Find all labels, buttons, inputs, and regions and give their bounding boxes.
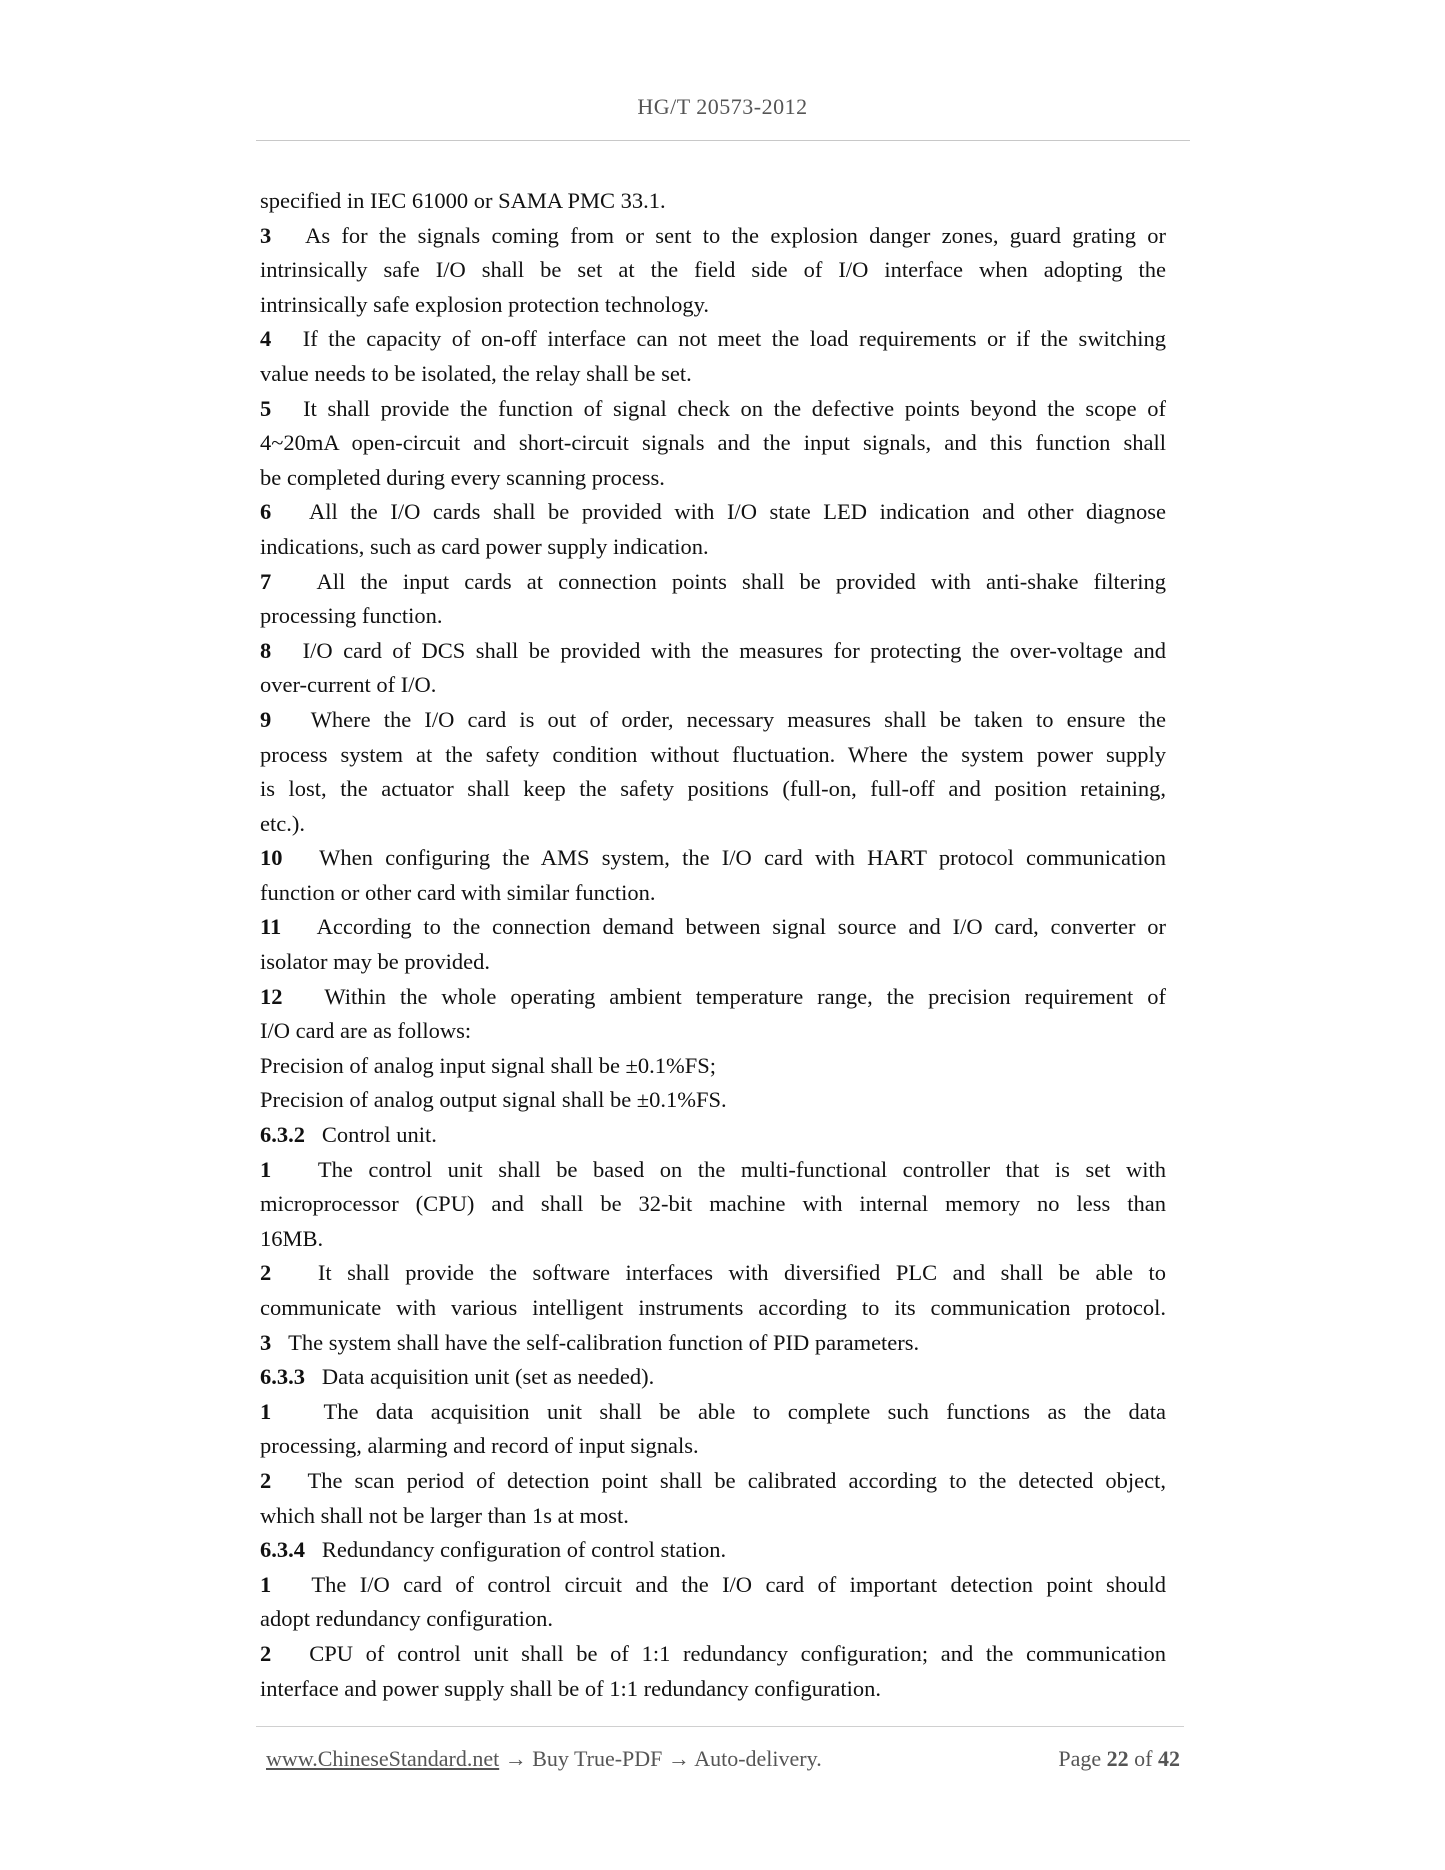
text-line: [260, 634, 1166, 669]
document-body: [260, 184, 1166, 1706]
text-line: [260, 703, 1166, 738]
line-text: Precision of analog input signal shall be ±0.1%FS;: [260, 1052, 717, 1078]
line-text: specified in IEC 61000 or SAMA PMC 33.1.: [260, 188, 666, 213]
clause-number: 12: [260, 983, 283, 1009]
text-line: [260, 1326, 1166, 1361]
text-line: [260, 1153, 1166, 1188]
line-text: The data acquisition unit shall be able to complete such functions as the data: [323, 1398, 1166, 1424]
line-text: which shall not be larger than 1s at most.: [260, 1502, 629, 1528]
text-line: [260, 1568, 1166, 1603]
line-text: It shall provide the software interfaces with diversified PLC and shall be able to: [317, 1260, 1166, 1286]
line-text: Where the I/O card is out of order, necessary measures shall be taken to ensure the: [310, 706, 1166, 732]
website-link[interactable]: www.ChineseStandard.net: [266, 1746, 500, 1771]
clause-number: 6.3.3: [260, 1364, 305, 1390]
line-text: The system shall have the self-calibration function of PID parameters.: [288, 1329, 920, 1355]
line-text: isolator may be provided.: [260, 949, 490, 975]
text-line: [260, 1602, 1166, 1637]
line-text: Data acquisition unit (set as needed).: [321, 1364, 655, 1390]
line-text: etc.).: [260, 810, 305, 836]
page-footer: [266, 1744, 1180, 1774]
line-text: CPU of control unit shall be of 1:1 redundancy configuration; and the communication: [309, 1640, 1166, 1666]
clause-number: 2: [260, 1260, 272, 1286]
line-text: The control unit shall be based on the multi-functional controller that is set with: [317, 1156, 1166, 1182]
text-line: [260, 219, 1166, 254]
text-line: [260, 1637, 1166, 1672]
clause-number: 4: [260, 326, 272, 352]
line-text: communicate with various intelligent instruments according to its communication protocol.: [260, 1295, 1166, 1320]
line-text: intrinsically safe explosion protection technology.: [260, 291, 710, 317]
text-line: [260, 1083, 1166, 1118]
clause-number: 3: [260, 222, 272, 248]
text-line: [260, 1291, 1166, 1326]
line-text: Precision of analog output signal shall be ±0.1%FS.: [260, 1087, 727, 1113]
text-line: [260, 565, 1166, 600]
clause-number: 6.3.2: [260, 1122, 305, 1148]
line-text: microprocessor (CPU) and shall be 32-bit machine with internal memory no less than: [260, 1191, 1166, 1217]
text-line: [260, 772, 1166, 807]
clause-number: 9: [260, 706, 272, 732]
text-line: [260, 1429, 1166, 1464]
text-line: [260, 461, 1166, 496]
clause-number: 5: [260, 395, 272, 421]
text-line: [260, 288, 1166, 323]
text-line: [260, 1187, 1166, 1222]
text-line: [260, 1118, 1166, 1153]
clause-number: 1: [260, 1571, 272, 1597]
text-line: [260, 1222, 1166, 1257]
text-line: [260, 357, 1166, 392]
line-text: is lost, the actuator shall keep the safety positions (full-on, full-off and position retaining,: [260, 776, 1166, 802]
clause-number: 2: [260, 1640, 272, 1666]
text-line: [260, 1464, 1166, 1499]
clause-number: 11: [260, 914, 282, 940]
page-header: [0, 94, 1445, 120]
text-line: [260, 495, 1166, 530]
text-line: [260, 426, 1166, 461]
line-text: I/O card of DCS shall be provided with the measures for protecting the over-voltage and: [302, 637, 1166, 663]
line-text: intrinsically safe I/O shall be set at the field side of I/O interface when adopting the: [260, 257, 1166, 283]
buy-pdf-text: Buy True-PDF: [532, 1746, 663, 1771]
text-line: [260, 253, 1166, 288]
text-line: [260, 668, 1166, 703]
text-line: [260, 1672, 1166, 1707]
text-line: [260, 738, 1166, 773]
text-line: [260, 1360, 1166, 1395]
line-text: Redundancy configuration of control station.: [321, 1537, 727, 1563]
line-text: function or other card with similar function.: [260, 879, 656, 905]
line-text: The scan period of detection point shall be calibrated according to the detected object,: [307, 1467, 1166, 1493]
text-line: [260, 322, 1166, 357]
total-pages: 42: [1158, 1746, 1180, 1771]
line-text: All the input cards at connection points shall be provided with anti-shake filtering: [316, 568, 1166, 594]
clause-number: 8: [260, 637, 272, 663]
line-text: 16MB.: [260, 1225, 324, 1251]
auto-delivery-text: Auto-delivery.: [694, 1746, 822, 1771]
line-text: indications, such as card power supply indication.: [260, 533, 709, 559]
line-text: Control unit.: [321, 1122, 437, 1148]
text-line: [260, 910, 1166, 945]
line-text: processing function.: [260, 603, 443, 629]
line-text: I/O card are as follows:: [260, 1018, 472, 1044]
clause-number: 10: [260, 845, 283, 871]
text-line: [260, 945, 1166, 980]
clause-number: 2: [260, 1467, 272, 1493]
clause-number: 1: [260, 1156, 272, 1182]
line-text: process system at the safety condition without fluctuation. Where the system power supply: [260, 741, 1166, 767]
line-text: As for the signals coming from or sent to the explosion danger zones, guard grating or: [305, 222, 1166, 248]
text-line: [260, 392, 1166, 427]
text-line: [260, 807, 1166, 842]
clause-number: 6.3.4: [260, 1537, 305, 1563]
footer-links: [266, 1744, 822, 1774]
line-text: Within the whole operating ambient temperature range, the precision requirement of: [324, 983, 1166, 1009]
text-line: [260, 1256, 1166, 1291]
line-text: value needs to be isolated, the relay shall be set.: [260, 360, 692, 386]
line-text: adopt redundancy configuration.: [260, 1606, 554, 1632]
text-line: [260, 1049, 1166, 1084]
arrow-right-icon: →: [667, 1746, 690, 1771]
text-line: [260, 980, 1166, 1015]
line-text: It shall provide the function of signal check on the defective points beyond the scope of: [303, 395, 1166, 421]
line-text: All the I/O cards shall be provided with I/O state LED indication and other diagnose: [308, 499, 1166, 525]
line-text: be completed during every scanning process.: [260, 464, 665, 490]
current-page: 22: [1106, 1746, 1129, 1771]
text-line: [260, 184, 1166, 219]
clause-number: 3: [260, 1329, 272, 1355]
header-divider: [256, 140, 1190, 141]
line-text: interface and power supply shall be of 1:1 redundancy configuration.: [260, 1675, 882, 1701]
clause-number: 1: [260, 1398, 272, 1424]
line-text: When configuring the AMS system, the I/O card with HART protocol communication: [319, 845, 1166, 871]
standard-code: HG/T 20573-2012: [637, 94, 808, 119]
line-text: processing, alarming and record of input signals.: [260, 1433, 699, 1459]
line-text: 4~20mA open-circuit and short-circuit signals and the input signals, and this function shall: [260, 430, 1166, 456]
text-line: [260, 876, 1166, 911]
clause-number: 6: [260, 499, 272, 525]
text-line: [260, 530, 1166, 565]
text-line: [260, 1395, 1166, 1430]
text-line: [260, 841, 1166, 876]
line-text: over-current of I/O.: [260, 672, 437, 698]
clause-number: 7: [260, 568, 272, 594]
page-number: Page 22 of 42: [1058, 1746, 1180, 1771]
footer-divider: [256, 1726, 1184, 1727]
text-line: [260, 1014, 1166, 1049]
arrow-right-icon: →: [504, 1746, 527, 1771]
line-text: If the capacity of on-off interface can not meet the load requirements or if the switching: [302, 326, 1166, 352]
text-line: [260, 1533, 1166, 1568]
text-line: [260, 599, 1166, 634]
text-line: [260, 1499, 1166, 1534]
line-text: According to the connection demand between signal source and I/O card, converter or: [316, 914, 1166, 940]
line-text: The I/O card of control circuit and the I/O card of important detection point should: [311, 1571, 1166, 1597]
